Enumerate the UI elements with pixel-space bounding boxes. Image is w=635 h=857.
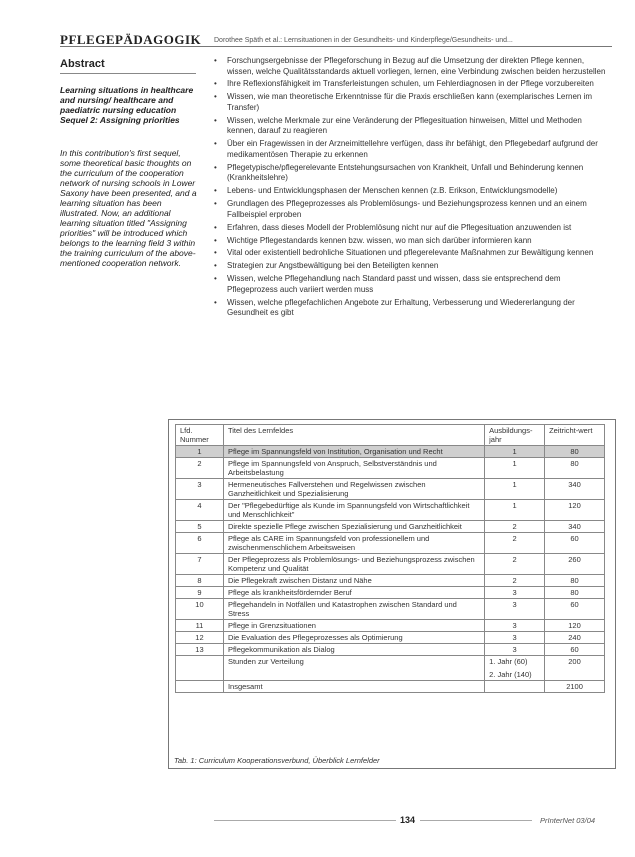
cell-year: 2 bbox=[485, 554, 545, 575]
cell-year: 2 bbox=[485, 575, 545, 587]
distribution-years: 1. Jahr (60) 2. Jahr (140) bbox=[485, 656, 545, 681]
list-item: • Ihre Reflexionsfähigkeit im Transferleistungen schulen, um Fehlerdiagnosen in der Pflege vorzubereiten bbox=[214, 79, 594, 89]
cell-year: 3 bbox=[485, 599, 545, 620]
table-row bbox=[176, 587, 605, 599]
cell-number: 1 bbox=[176, 446, 224, 458]
cell-hours: 240 bbox=[545, 632, 605, 644]
bullet-icon: • bbox=[214, 274, 217, 284]
bullet-icon: • bbox=[214, 56, 217, 65]
list-item: • Strategien zur Angstbewältigung bei den Beteiligten kennen bbox=[214, 261, 439, 271]
bullet-icon: • bbox=[214, 297, 217, 307]
cell-title: Der "Pflegebedürftige als Kunde im Spannungsfeld von Wirtschaftlichkeit und Menschlichkeit" bbox=[223, 500, 484, 521]
cell-hours: 60 bbox=[545, 599, 605, 620]
total-hours: 2100 bbox=[545, 681, 605, 693]
cell-title: Die Pflegekraft zwischen Distanz und Nähe bbox=[223, 575, 484, 587]
footer-journal: PrInterNet 03/04 bbox=[540, 816, 596, 825]
cell-title: Die Evaluation des Pflegeprozesses als Optimierung bbox=[223, 632, 484, 644]
cell-title: Hermeneutisches Fallverstehen und Regelwissen zwischen Ganzheitlichkeit und Spezialisierung bbox=[223, 479, 484, 500]
cell-hours: 60 bbox=[545, 644, 605, 656]
cell-title: Pflege im Spannungsfeld von Institution, Organisation und Recht bbox=[223, 446, 484, 458]
header-hours: Zeitricht-wert bbox=[545, 425, 605, 446]
list-item: • Wissen, welche Pflegehandlung nach Standard passt und wissen, dass sie entsprechend dem Pflegeprozess auch variiert werden muss bbox=[214, 274, 561, 294]
bullet-icon: • bbox=[214, 222, 217, 232]
cell-number: 9 bbox=[176, 587, 224, 599]
table-row bbox=[176, 599, 605, 620]
total-label: Insgesamt bbox=[223, 681, 484, 693]
table-row bbox=[176, 458, 605, 479]
cell-title: Pflege als krankheitsfördernder Beruf bbox=[223, 587, 484, 599]
cell-hours: 60 bbox=[545, 533, 605, 554]
cell-title: Pflegekommunikation als Dialog bbox=[223, 644, 484, 656]
table-row bbox=[176, 644, 605, 656]
cell-year: 1 bbox=[485, 500, 545, 521]
cell-hours: 80 bbox=[545, 575, 605, 587]
cell-number: 4 bbox=[176, 500, 224, 521]
list-item: • Forschungsergebnisse der Pflegeforschung in Bezug auf die Umsetzung der direkten Pflege kennen, wissen, welche Qualitätsstandards aktuell vorliegen, lernen, eine Verbindung zwischen beiden herzustellen bbox=[214, 56, 606, 76]
bullet-icon: • bbox=[214, 115, 217, 125]
bullet-icon: • bbox=[214, 162, 217, 172]
cell-title: Pflege in Grenzsituationen bbox=[223, 620, 484, 632]
cell-number: 5 bbox=[176, 521, 224, 533]
abstract-text: In this contribution's first sequel, some theoretical basic thoughts on the curriculum of the cooperation network of nursing schools in Lower Saxony have been presented, and a learning situation has been illustrated. Now, an additional learning situation titled "Assigning priorities" will be introduced which belongs to the learning field 3 within the training curriculum of the above-mentioned cooperation network. bbox=[60, 148, 197, 268]
cell-number: 7 bbox=[176, 554, 224, 575]
table-frame bbox=[168, 419, 616, 769]
list-item: • Wissen, wie man theoretische Erkenntnisse für die Praxis erschließen kann (exemplarisches Lernen im Transfer) bbox=[214, 92, 593, 112]
cell-hours: 80 bbox=[545, 587, 605, 599]
learning-goals-list bbox=[214, 56, 612, 321]
footer-divider-left bbox=[214, 820, 396, 821]
cell-title: Pflege als CARE im Spannungsfeld von professionellem und zwischenmenschlichem Arbeitsweisen bbox=[223, 533, 484, 554]
list-item: • Lebens- und Entwicklungsphasen der Menschen kennen (z.B. Erikson, Entwicklungsmodelle) bbox=[214, 186, 558, 196]
list-item: • Pflegetypische/pflegerelevante Entstehungsursachen von Krankheit, Unfall und Behinderung kennen (Krankheitslehre) bbox=[214, 162, 584, 183]
cell-number: 6 bbox=[176, 533, 224, 554]
list-item: • Wissen, welche pflegefachlichen Angebote zur Erhaltung, Verbesserung und Wiedererlangung der Gesundheit es gibt bbox=[214, 297, 575, 318]
cell-number: 10 bbox=[176, 599, 224, 620]
bullet-icon: • bbox=[214, 139, 217, 149]
cell-title: Direkte spezielle Pflege zwischen Spezialisierung und Ganzheitlichkeit bbox=[223, 521, 484, 533]
table-row bbox=[176, 575, 605, 587]
cell-number: 13 bbox=[176, 644, 224, 656]
cell-hours: 120 bbox=[545, 620, 605, 632]
table-row bbox=[176, 620, 605, 632]
abstract-title: Abstract bbox=[60, 58, 105, 70]
table-row bbox=[176, 632, 605, 644]
cell-hours: 80 bbox=[545, 458, 605, 479]
list-item: • Wissen, welche Merkmale zur eine Veränderung der Pflegesituation hinweisen, Mittel und Methoden kennen, darauf zu reagieren bbox=[214, 115, 582, 136]
footer-divider-right bbox=[420, 820, 532, 821]
distribution-label: Stunden zur Verteilung bbox=[223, 656, 484, 681]
distribution-row bbox=[176, 656, 605, 681]
table-header-row bbox=[176, 425, 605, 446]
header-divider bbox=[60, 46, 612, 47]
abstract-english-title: Learning situations in healthcare and nursing/ healthcare and paediatric nursing education Sequel 2: Assigning priorities bbox=[60, 85, 194, 125]
list-item: • Grundlagen des Pflegeprozesses als Problemlösungs- und Beziehungsprozess kennen und an einem Fallbeispiel erproben bbox=[214, 199, 587, 219]
cell-year: 2 bbox=[485, 533, 545, 554]
cell-year: 3 bbox=[485, 644, 545, 656]
cell-hours: 260 bbox=[545, 554, 605, 575]
table-row bbox=[176, 521, 605, 533]
table-row bbox=[176, 479, 605, 500]
bullet-icon: • bbox=[214, 248, 217, 258]
list-item: • Wichtige Pflegestandards kennen bzw. wissen, wo man sich darüber informieren kann bbox=[214, 235, 532, 245]
table-caption: Tab. 1: Curriculum Kooperationsverbund, Überblick Lernfelder bbox=[174, 756, 380, 765]
bullet-icon: • bbox=[214, 186, 217, 196]
cell-year: 2 bbox=[485, 521, 545, 533]
table-row bbox=[176, 554, 605, 575]
bullet-icon: • bbox=[214, 199, 217, 209]
total-row bbox=[176, 681, 605, 693]
cell-title: Pflegehandeln in Notfällen und Katastrophen zwischen Standard und Stress bbox=[223, 599, 484, 620]
cell-hours: 120 bbox=[545, 500, 605, 521]
table-row bbox=[176, 533, 605, 554]
running-head: Dorothee Späth et al.: Lernsituationen in der Gesundheits- und Kinderpflege/Gesundheits- und... bbox=[214, 37, 513, 44]
distribution-hours: 200 bbox=[545, 656, 605, 681]
cell-year: 1 bbox=[485, 479, 545, 500]
bullet-icon: • bbox=[214, 235, 217, 245]
cell-year: 3 bbox=[485, 587, 545, 599]
cell-number: 8 bbox=[176, 575, 224, 587]
header-year: Ausbildungs-jahr bbox=[485, 425, 545, 446]
cell-year: 3 bbox=[485, 632, 545, 644]
bullet-icon: • bbox=[214, 92, 217, 102]
cell-hours: 340 bbox=[545, 521, 605, 533]
header-title: Titel des Lernfeldes bbox=[223, 425, 484, 446]
cell-hours: 340 bbox=[545, 479, 605, 500]
cell-title: Pflege im Spannungsfeld von Anspruch, Selbstverständnis und Arbeitsbelastung bbox=[223, 458, 484, 479]
bullet-icon: • bbox=[214, 79, 217, 89]
journal-title: PFLEGEPÄDAGOGIK bbox=[60, 32, 202, 47]
cell-year: 1 bbox=[485, 446, 545, 458]
table-row bbox=[176, 500, 605, 521]
list-item: • Erfahren, dass dieses Modell der Problemlösung nicht nur auf die Pflegesituation anzuwenden ist bbox=[214, 222, 572, 232]
cell-hours: 80 bbox=[545, 446, 605, 458]
table-row bbox=[176, 446, 605, 458]
cell-number: 11 bbox=[176, 620, 224, 632]
cell-year: 3 bbox=[485, 620, 545, 632]
list-item: • Vital oder existentiell bedrohliche Situationen und pflegerelevante Maßnahmen zur Bewältigung kennen bbox=[214, 248, 594, 258]
cell-number: 2 bbox=[176, 458, 224, 479]
cell-title: Der Pflegeprozess als Problemlösungs- und Beziehungsprozess zwischen Kompetenz und Qualität bbox=[223, 554, 484, 575]
abstract-divider bbox=[60, 73, 196, 74]
curriculum-table bbox=[175, 424, 605, 693]
page-number: 134 bbox=[400, 815, 416, 825]
bullet-icon: • bbox=[214, 261, 217, 271]
cell-number: 12 bbox=[176, 632, 224, 644]
cell-number: 3 bbox=[176, 479, 224, 500]
cell-year: 1 bbox=[485, 458, 545, 479]
list-item: • Über ein Fragewissen in der Arzneimittellehre verfügen, dass ihr befähigt, den Pflegebedarf aufgrund der medikamentösen Therapie zu erkennen bbox=[214, 139, 598, 159]
header-number: Lfd. Nummer bbox=[176, 425, 224, 446]
